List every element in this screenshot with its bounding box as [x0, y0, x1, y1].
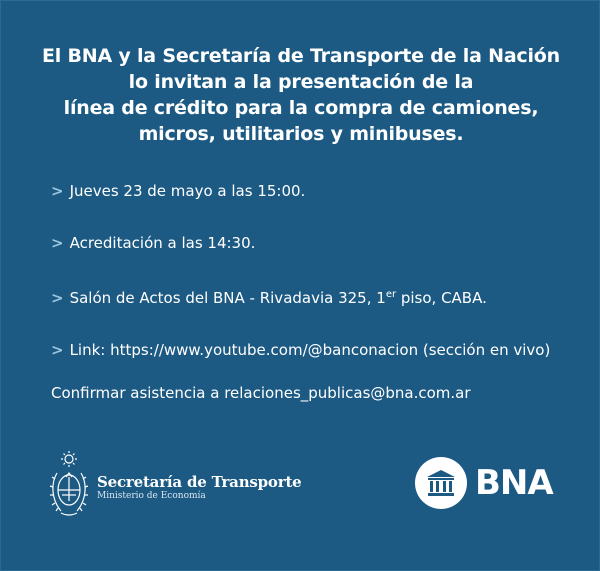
headline-line-4: micros, utilitarios y minibuses. — [138, 123, 464, 145]
bna-logo — [415, 457, 555, 509]
headline-line-2: lo invitan a la presentación de la — [128, 71, 474, 93]
event-details — [51, 181, 581, 360]
headline-line-3: línea de crédito para la compra de camiones, — [63, 97, 539, 119]
detail-venue — [51, 285, 581, 308]
detail-link-text[interactable]: Link: https://www.youtube.com/@banconacion (sección en vivo) — [69, 341, 551, 359]
bna-logo-circle — [415, 457, 467, 509]
detail-venue-superscript: er — [385, 289, 397, 300]
headline-line-1: El BNA y la Secretaría de Transporte de la Nación — [41, 45, 560, 67]
detail-accreditation-text: Acreditación a las 14:30. — [69, 234, 256, 252]
headline — [1, 43, 600, 147]
secretaria-title: Secretaría de Transporte — [97, 473, 302, 491]
secretaria-subtitle: Ministerio de Economía — [97, 491, 206, 501]
chevron-right-icon: > — [51, 234, 64, 252]
chevron-right-icon: > — [51, 341, 64, 359]
secretaria-wordmark — [97, 473, 302, 502]
detail-date — [51, 181, 581, 201]
detail-date-text: Jueves 23 de mayo a las 15:00. — [69, 182, 306, 200]
detail-venue-text: Salón de Actos del BNA - Rivadavia 325, 1 — [69, 289, 386, 307]
detail-venue-floor: piso, CABA. — [396, 289, 487, 307]
bank-building-icon — [425, 467, 457, 499]
chevron-right-icon: > — [51, 289, 64, 307]
secretaria-logo — [47, 449, 302, 523]
detail-link — [51, 340, 581, 360]
chevron-right-icon: > — [51, 182, 64, 200]
detail-accreditation — [51, 233, 581, 253]
bna-wordmark: BNA — [475, 463, 553, 503]
national-coat-of-arms-icon — [47, 449, 91, 521]
confirm-attendance-text[interactable]: Confirmar asistencia a relaciones_publicas@bna.com.ar — [51, 384, 471, 402]
